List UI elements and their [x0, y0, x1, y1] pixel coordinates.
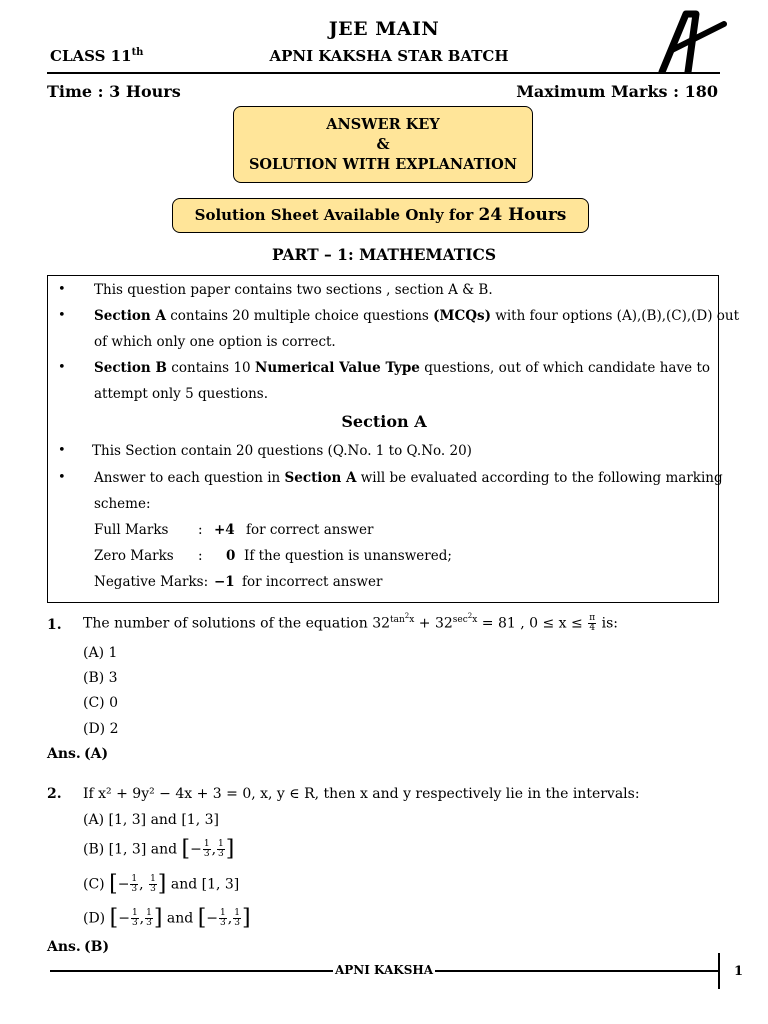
q2-c-pre: (C)	[83, 876, 110, 893]
frac-denominator: 4	[589, 623, 596, 634]
minus-sign: −	[206, 910, 219, 927]
part-title: PART – 1: MATHEMATICS	[271, 245, 497, 264]
question-2-text: If x² + 9y² − 4x + 3 = 0, x, y ∈ R, then x and y respectively lie in the intervals:	[83, 786, 640, 802]
one-third	[233, 909, 241, 928]
q1-sup2c: x	[472, 615, 478, 625]
q2-c-post: and [1, 3]	[166, 876, 240, 893]
one-third	[131, 909, 139, 928]
bracket-open: [	[109, 905, 119, 931]
one-third	[149, 875, 157, 894]
q2-option-b	[83, 836, 235, 862]
bullet: •	[58, 360, 66, 375]
instruction-3-line2: attempt only 5 questions.	[94, 386, 269, 402]
q1-option-c: (C) 0	[83, 695, 118, 711]
bracket-open: [	[109, 871, 118, 897]
mcqs-bold: (MCQs)	[433, 308, 491, 324]
bullet: •	[58, 443, 66, 458]
full-marks-colon: :	[198, 522, 203, 538]
instruction-2	[94, 308, 740, 324]
zero-marks-label: Zero Marks	[94, 548, 174, 564]
minus-sign: −	[117, 876, 130, 893]
max-marks-label: Maximum Marks : 180	[516, 82, 718, 101]
q1-sup1: tan	[390, 615, 405, 625]
frac-numerator: 1	[131, 908, 138, 918]
info-2-tail: will be evaluated according to the following marking	[356, 470, 723, 486]
negative-marks-value: −1	[214, 574, 235, 590]
q1-part-b: + 32	[414, 615, 453, 632]
minus-sign: −	[190, 841, 202, 858]
comma: ,	[227, 910, 233, 927]
q2-d-pre: (D)	[83, 910, 110, 927]
question-1-text	[83, 612, 618, 633]
one-third	[219, 909, 227, 928]
answer-key-box	[233, 106, 533, 183]
bullet: •	[58, 308, 66, 323]
section-a-bold-2: Section A	[284, 470, 357, 486]
comma: ,	[211, 841, 217, 858]
instruction-2-text: contains 20 multiple choice questions	[165, 308, 434, 324]
one-third	[217, 840, 225, 859]
answer-key-line3: SOLUTION WITH EXPLANATION	[248, 156, 518, 173]
q1-part-a: The number of solutions of the equation 32	[83, 615, 391, 632]
instruction-1: This question paper contains two sections , section A & B.	[94, 282, 493, 298]
info-2-text: Answer to each question in	[94, 470, 285, 486]
q1-answer-label: Ans.	[47, 746, 81, 762]
one-third	[145, 909, 153, 928]
section-a-info-2	[94, 470, 723, 486]
full-marks-label: Full Marks	[94, 522, 169, 538]
bracket-open: [	[197, 905, 207, 931]
bracket-close: ]	[157, 871, 167, 897]
q1-sup2b: 2	[467, 612, 473, 620]
pi-over-4-fraction	[588, 614, 596, 633]
q1-answer: (A)	[84, 746, 109, 762]
frac-denominator: 3	[150, 884, 156, 894]
section-a-bold: Section A	[94, 308, 166, 324]
question-1-number: 1.	[47, 617, 62, 633]
comma: ,	[139, 910, 145, 927]
one-third	[130, 875, 138, 894]
q1-part-d: is:	[597, 615, 618, 632]
q1-option-a: (A) 1	[83, 645, 118, 661]
frac-numerator: 1	[131, 874, 138, 884]
frac-numerator: 1	[234, 908, 240, 918]
class-sup: th	[131, 47, 144, 58]
batch-label: APNI KAKSHA STAR BATCH	[269, 47, 509, 65]
solution-availability-box	[172, 198, 589, 233]
answer-key-line1: ANSWER KEY	[326, 116, 440, 133]
full-marks-value: +4	[214, 522, 235, 538]
comma: ,	[139, 876, 144, 893]
frac-numerator: 1	[146, 908, 152, 918]
instruction-2-line2: of which only one option is correct.	[94, 334, 336, 350]
class-main: CLASS 11	[50, 47, 132, 65]
q1-sup1c: x	[409, 615, 415, 625]
q2-answer-label: Ans.	[47, 939, 81, 955]
question-2-number: 2.	[47, 786, 62, 802]
full-marks-desc: for correct answer	[246, 522, 374, 538]
q2-d-mid: and	[162, 910, 198, 927]
section-a-info-2-line2: scheme:	[94, 496, 151, 512]
numerical-bold: Numerical Value Type	[255, 360, 420, 376]
instructions-box	[47, 275, 740, 603]
footer-brand: APNI KAKSHA	[334, 963, 434, 977]
q2-option-a: (A) [1, 3] and [1, 3]	[83, 812, 219, 828]
bullet: •	[58, 282, 66, 297]
frac-denominator: 3	[234, 918, 240, 928]
instruction-2-tail: with four options (A),(B),(C),(D) out	[490, 308, 740, 324]
q2-answer: (B)	[84, 939, 110, 955]
section-b-bold: Section B	[94, 360, 167, 376]
frac-numerator: 1	[203, 839, 210, 849]
negative-marks-label: Negative Marks:	[94, 574, 209, 590]
instruction-3-tail: questions, out of which candidate have to	[419, 360, 710, 376]
frac-denominator: 3	[131, 918, 138, 928]
instruction-3-text: contains 10	[166, 360, 256, 376]
footer-label	[0, 963, 768, 977]
q2-b-pre: (B) [1, 3] and	[83, 841, 182, 858]
frac-denominator: 3	[146, 918, 152, 928]
bracket-close: ]	[225, 836, 235, 862]
zero-marks-value: 0	[226, 548, 236, 564]
zero-marks-colon: :	[198, 548, 203, 564]
answer-key-line2: &	[376, 136, 390, 153]
frac-numerator: π	[589, 613, 596, 624]
instruction-3	[94, 360, 710, 376]
frac-denominator: 3	[131, 884, 138, 894]
q1-sup2: sec	[452, 615, 468, 625]
q1-part-c: = 81 , 0 ≤ x ≤	[477, 615, 588, 632]
page-number: 1	[734, 964, 744, 979]
header-rule	[47, 72, 720, 74]
bracket-open: [	[181, 836, 191, 862]
section-a-heading: Section A	[341, 412, 427, 431]
apni-kaksha-logo	[648, 10, 728, 74]
q1-sup1b: 2	[404, 612, 410, 620]
frac-numerator: 1	[218, 839, 224, 849]
exam-title: JEE MAIN	[328, 18, 440, 40]
q1-option-d: (D) 2	[83, 721, 119, 737]
frac-denominator: 3	[203, 849, 210, 859]
bracket-close: ]	[241, 905, 251, 931]
frac-numerator: 1	[220, 908, 226, 918]
negative-marks-desc: for incorrect answer	[242, 574, 383, 590]
frac-denominator: 3	[218, 849, 224, 859]
minus-sign: −	[118, 910, 130, 927]
solution-text: Solution Sheet Available Only for	[194, 206, 479, 224]
solution-hours: 24 Hours	[478, 205, 567, 225]
bullet: •	[58, 470, 66, 485]
q2-option-d	[83, 905, 251, 931]
section-a-info-1: This Section contain 20 questions (Q.No. 1 to Q.No. 20)	[92, 443, 472, 459]
q1-option-b: (B) 3	[83, 670, 118, 686]
time-label: Time : 3 Hours	[47, 82, 181, 101]
frac-numerator: 1	[150, 874, 156, 884]
one-third	[203, 840, 211, 859]
frac-denominator: 3	[220, 918, 226, 928]
q2-option-c	[83, 871, 240, 897]
bracket-close: ]	[153, 905, 163, 931]
zero-marks-desc: If the question is unanswered;	[244, 548, 452, 564]
